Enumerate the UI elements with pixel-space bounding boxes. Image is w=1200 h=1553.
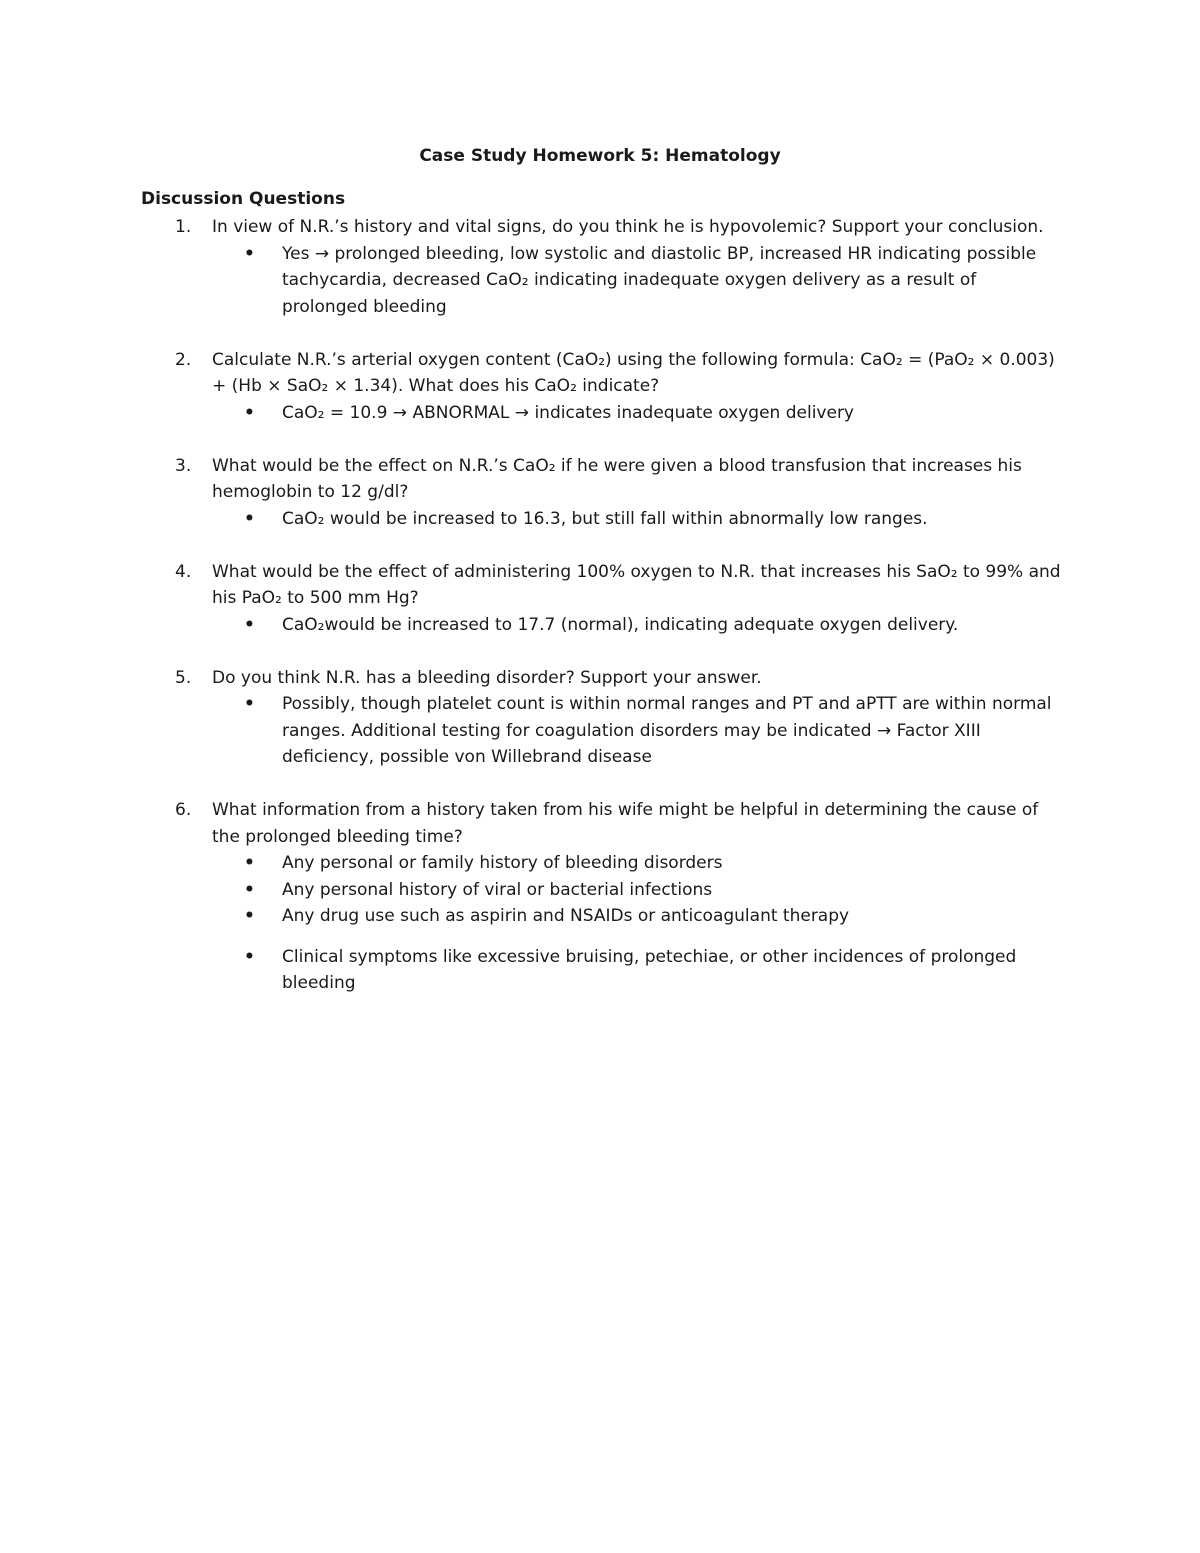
answer-text: Any drug use such as aspirin and NSAIDs or anticoagulant therapy xyxy=(282,906,850,926)
answer-item xyxy=(212,850,1061,877)
answer-text: Any personal or family history of bleeding disorders xyxy=(282,853,723,873)
question-number: 5. xyxy=(175,667,192,688)
answer-text: CaO₂ = 10.9 → ABNORMAL → indicates inadequate oxygen delivery xyxy=(282,402,854,423)
answer-list xyxy=(212,400,1061,427)
question-number: 2. xyxy=(175,349,192,370)
answer-text: Any personal history of viral or bacterial infections xyxy=(282,879,713,900)
bullet-icon: • xyxy=(244,694,255,714)
question-2 xyxy=(141,347,1061,427)
answer-item xyxy=(212,691,1061,771)
answer-text: CaO₂would be increased to 17.7 (normal), indicating adequate oxygen delivery. xyxy=(282,614,959,635)
answer-item xyxy=(212,506,1061,533)
answer-text: Yes → prolonged bleeding, low systolic and diastolic BP, increased HR indicating possible tachycardia, decreased CaO₂ indicating inadequate oxygen delivery as a result of prolonged bleeding xyxy=(282,243,1037,317)
question-text: What would be the effect of administering 100% oxygen to N.R. that increases his SaO₂ to 99% and his PaO₂ to 500 mm Hg? xyxy=(212,561,1061,608)
answer-text: CaO₂ would be increased to 16.3, but still fall within abnormally low ranges. xyxy=(282,508,928,529)
question-text: What would be the effect on N.R.’s CaO₂ if he were given a blood transfusion that increases his hemoglobin to 12 g/dl? xyxy=(212,455,1022,502)
document-title: Case Study Homework 5: Hematology xyxy=(419,146,781,166)
bullet-icon: • xyxy=(244,946,255,967)
question-number: 3. xyxy=(175,455,192,476)
answer-item xyxy=(212,241,1061,321)
answer-item xyxy=(212,877,1061,904)
bullet-icon: • xyxy=(244,402,255,423)
question-list xyxy=(141,214,1061,997)
question-number: 1. xyxy=(175,217,192,237)
question-text: Calculate N.R.’s arterial oxygen content (CaO₂) using the following formula: CaO₂ = (PaO₂ × 0.003) + (Hb × SaO₂ × 1.34). What does his CaO₂ indicate? xyxy=(212,349,1055,396)
answer-item xyxy=(212,944,1061,997)
question-text: In view of N.R.’s history and vital signs, do you think he is hypovolemic? Support your conclusion. xyxy=(212,217,1044,237)
answer-list xyxy=(212,241,1061,321)
answer-list xyxy=(212,850,1061,997)
bullet-icon: • xyxy=(244,243,255,264)
bullet-icon: • xyxy=(244,879,255,900)
question-5 xyxy=(141,665,1061,771)
answer-item xyxy=(212,903,1061,930)
question-4 xyxy=(141,559,1061,639)
bullet-icon: • xyxy=(244,614,255,635)
answer-list xyxy=(212,506,1061,533)
question-text: What information from a history taken from his wife might be helpful in determining the cause of the prolonged bleeding time? xyxy=(212,800,1039,847)
question-3 xyxy=(141,453,1061,533)
bullet-icon: • xyxy=(244,853,255,873)
answer-item xyxy=(212,400,1061,427)
question-6 xyxy=(141,797,1061,997)
section-heading: Discussion Questions xyxy=(141,189,346,209)
answer-text: Possibly, though platelet count is within normal ranges and PT and aPTT are within normal ranges. Additional testing for coagulation disorders may be indicated → Factor XIII deficiency, possible von Willebrand disease xyxy=(282,694,1052,767)
question-1 xyxy=(141,214,1061,320)
question-text: Do you think N.R. has a bleeding disorder? Support your answer. xyxy=(212,667,762,688)
answer-list xyxy=(212,691,1061,771)
answer-text: Clinical symptoms like excessive bruising, petechiae, or other incidences of prolonged bleeding xyxy=(282,946,1017,993)
question-number: 4. xyxy=(175,561,192,582)
bullet-icon: • xyxy=(244,906,255,926)
question-number: 6. xyxy=(175,800,192,820)
answer-list xyxy=(212,612,1061,639)
bullet-icon: • xyxy=(244,508,255,529)
answer-item xyxy=(212,612,1061,639)
